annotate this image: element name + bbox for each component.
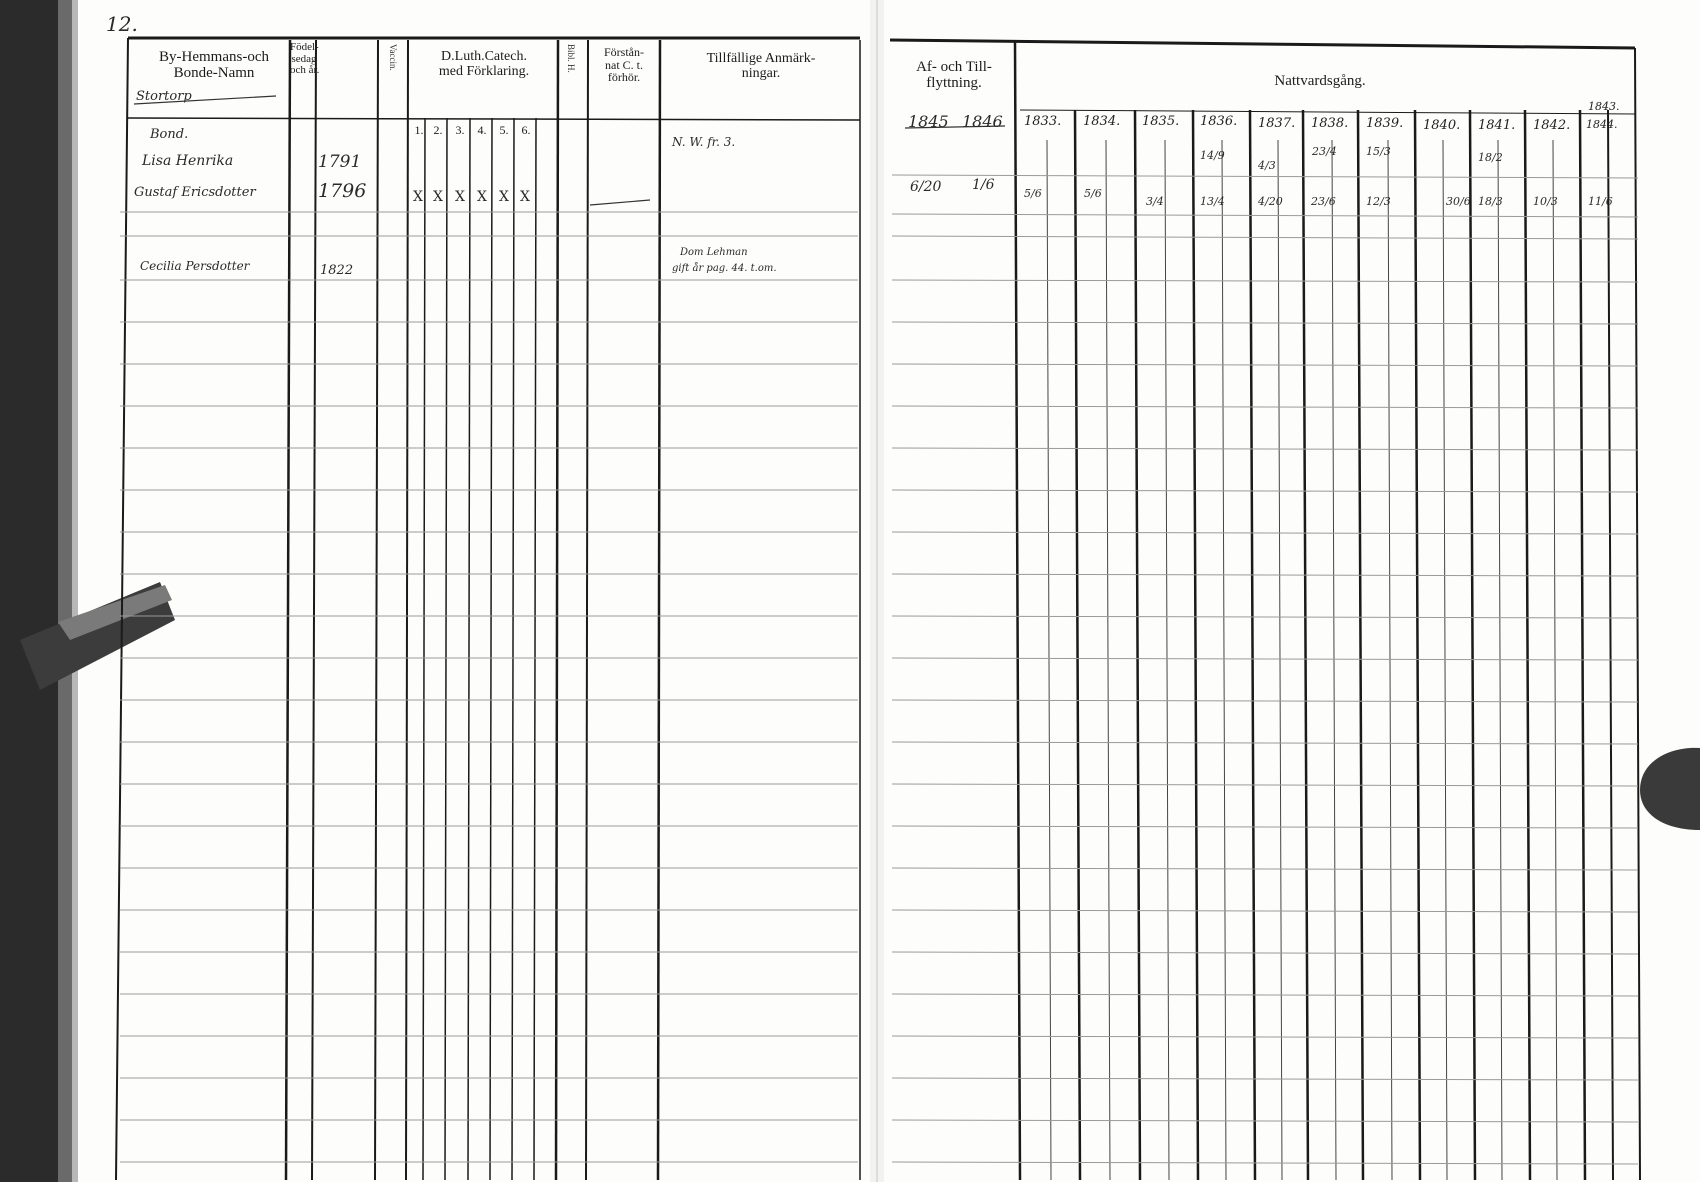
year-1837: 1837.	[1258, 116, 1296, 131]
year-1833: 1833.	[1024, 114, 1062, 129]
page-number: 12.	[106, 12, 138, 36]
header-name-line2: Bonde-Namn	[173, 64, 255, 81]
header-comprehension	[588, 46, 660, 84]
entry-row3-mark-6: X	[520, 189, 530, 205]
header-catechism	[410, 50, 558, 79]
header-bible: Bibl. H.	[566, 44, 576, 73]
header-name	[140, 50, 288, 82]
communion-bottom-7: 12/3	[1366, 195, 1391, 208]
entry-row3-mark-2: X	[433, 189, 443, 205]
communion-top-4: 15/3	[1366, 145, 1391, 158]
catechism-num-1: 1.	[414, 123, 424, 137]
year-1838: 1838.	[1311, 116, 1349, 131]
moving-date-2: 1/6	[972, 177, 995, 193]
communion-top-1: 14/9	[1200, 149, 1225, 162]
moving-year-2: 1846	[962, 112, 1003, 131]
catechism-num-4: 4.	[477, 123, 487, 137]
header-moving	[895, 60, 1013, 92]
entry-row2-year: 1791	[318, 152, 362, 172]
communion-bottom-4: 13/4	[1200, 195, 1225, 208]
communion-bottom-9: 18/3	[1478, 195, 1503, 208]
communion-bottom-8: 30/6	[1446, 195, 1471, 208]
header-remarks-line2: ningar.	[741, 65, 781, 81]
header-catechism-line1: D.Luth.Catech.	[441, 49, 527, 64]
year-1840: 1840.	[1423, 118, 1461, 133]
header-birth-line3: och år.	[290, 64, 320, 77]
header-vaccination: Vaccin.	[388, 44, 398, 71]
year-1844: 1844.	[1586, 118, 1618, 131]
entry-remark-2a: Dom Lehman	[680, 247, 748, 258]
year-1842: 1842.	[1533, 118, 1571, 133]
entry-row1-name: Bond.	[150, 127, 189, 142]
entry-row4-name: Cecilia Persdotter	[140, 259, 250, 273]
year-1836: 1836.	[1200, 114, 1238, 129]
header-moving-line1: Af- och Till-	[916, 59, 992, 75]
header-remarks	[664, 52, 858, 81]
moving-year-1: 1845	[908, 112, 949, 131]
header-birth-line2: sedag	[291, 52, 317, 65]
header-comprehension-line2: nat C. t.	[605, 57, 643, 72]
year-1843: 1843.	[1588, 100, 1620, 113]
header-moving-line2: flyttning.	[926, 74, 982, 91]
year-1841: 1841.	[1478, 118, 1516, 133]
entry-remark-1: N. W. fr. 3.	[672, 135, 736, 149]
catechism-num-2: 2.	[433, 123, 443, 137]
entry-remark-2b: gift år pag. 44. t.om.	[672, 263, 777, 274]
entry-row3-year: 1796	[318, 180, 367, 202]
entry-row4-year: 1822	[320, 263, 354, 278]
year-1835: 1835.	[1142, 114, 1180, 129]
header-name-line1: By-Hemmans-och	[159, 49, 269, 65]
header-comprehension-line3: förhör.	[607, 70, 641, 85]
entry-row3-mark-5: X	[499, 189, 509, 205]
header-birth	[290, 42, 318, 77]
header-comprehension-line1: Förstån-	[604, 45, 644, 59]
communion-top-2: 4/3	[1258, 159, 1276, 172]
entry-row3-mark-1: X	[413, 189, 423, 205]
catechism-num-6: 6.	[521, 123, 531, 137]
entry-row3-name: Gustaf Ericsdotter	[134, 185, 256, 200]
moving-date-1: 6/20	[910, 179, 942, 195]
communion-bottom-11: 11/6	[1588, 195, 1613, 208]
communion-bottom-5: 4/20	[1258, 195, 1283, 208]
header-communion: Nattvardsgång.	[1274, 73, 1366, 89]
header-catechism-line2: med Förklaring.	[438, 63, 530, 79]
communion-top-3: 23/4	[1312, 145, 1337, 158]
catechism-num-3: 3.	[455, 123, 465, 137]
communion-bottom-10: 10/3	[1533, 195, 1558, 208]
entry-place: Stortorp	[136, 89, 192, 104]
communion-top-5: 18/2	[1478, 151, 1503, 164]
communion-bottom-2: 5/6	[1084, 187, 1102, 200]
communion-bottom-1: 5/6	[1024, 187, 1042, 200]
year-1839: 1839.	[1366, 116, 1404, 131]
communion-bottom-3: 3/4	[1146, 195, 1164, 208]
catechism-num-5: 5.	[499, 123, 509, 137]
entry-row3-mark-3: X	[455, 189, 465, 205]
entry-row2-name: Lisa Henrika	[142, 153, 234, 169]
left-book-edge	[0, 0, 58, 1182]
header-birth-line1: Födel-	[290, 41, 319, 53]
year-1834: 1834.	[1083, 114, 1121, 129]
header-remarks-line1: Tillfällige Anmärk-	[706, 51, 816, 66]
communion-bottom-6: 23/6	[1311, 195, 1336, 208]
entry-row3-mark-4: X	[477, 189, 487, 205]
